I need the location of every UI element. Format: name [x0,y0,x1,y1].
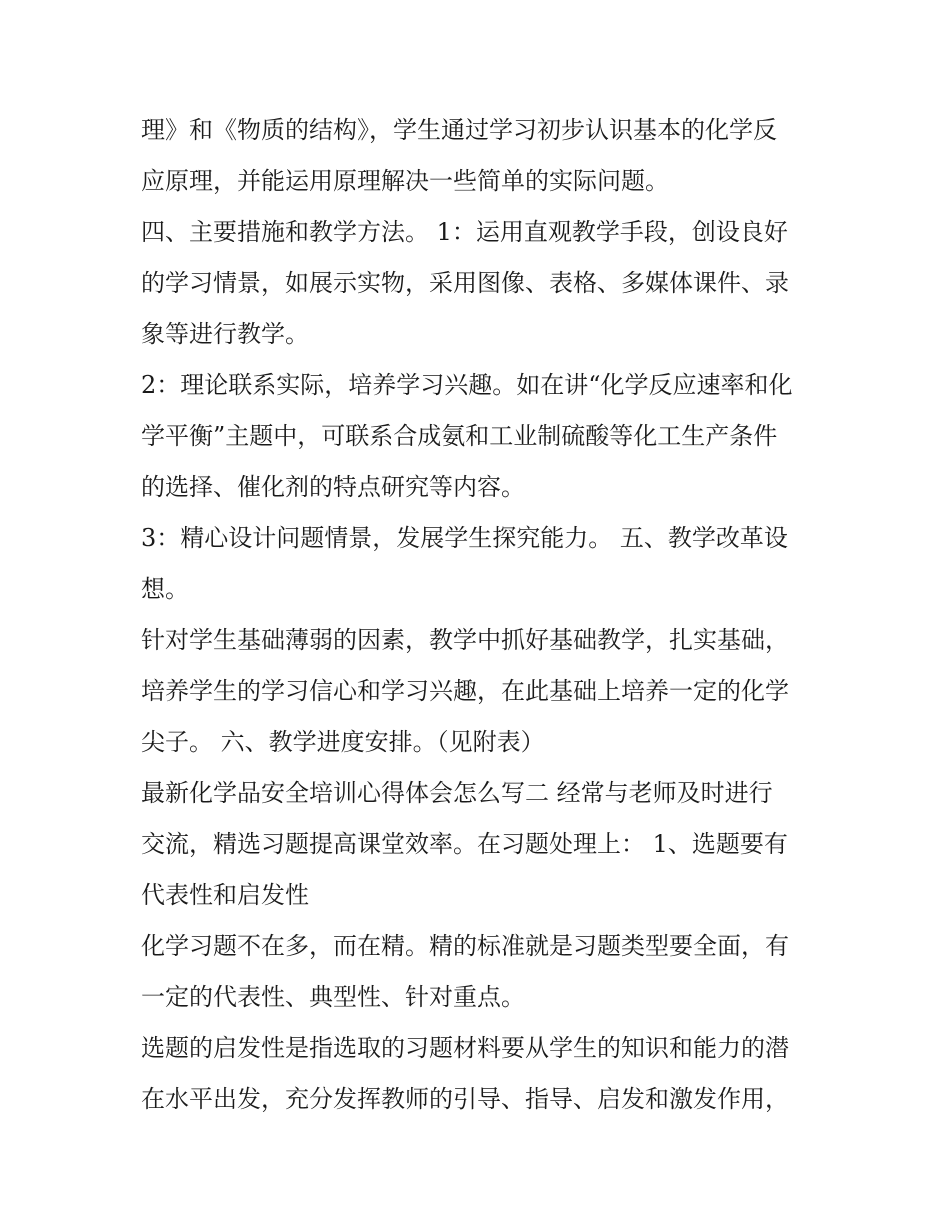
text-line: 理》和《物质的结构》，学生通过学习初步认识基本的化学反 [141,116,777,144]
text-line: 针对学生基础薄弱的因素，教学中抓好基础教学，扎实基础， [141,626,789,654]
text-line: 选题的启发性是指选取的习题材料要从学生的知识和能力的潜 [141,1034,789,1062]
text-line: 化学习题不在多，而在精。精的标准就是习题类型要全面，有 [141,932,789,960]
text-line: 在水平出发，充分发挥教师的引导、指导、启发和激发作用， [141,1085,789,1113]
text-line: 四、主要措施和教学方法。 1：运用直观教学手段，创设良好 [141,218,788,246]
text-line: 象等进行教学。 [141,320,309,348]
text-line: 最新化学品安全培训心得体会怎么写二 经常与老师及时进行 [141,779,773,807]
text-line: 想。 [141,575,189,603]
text-line: 3：精心设计问题情景，发展学生探究能力。 五、教学改革设 [141,524,788,552]
text-line: 学平衡”主题中，可联系合成氨和工业制硫酸等化工生产条件 [141,422,778,450]
document-body [141,105,821,1125]
text-line: 培养学生的学习信心和学习兴趣，在此基础上培养一定的化学 [141,677,789,705]
text-line: 尖子。 六、教学进度安排。（见附表） [141,728,545,756]
text-line: 代表性和启发性 [141,881,309,909]
text-line: 应原理，并能运用原理解决一些简单的实际问题。 [141,167,669,195]
text-line: 一定的代表性、典型性、针对重点。 [141,983,525,1011]
text-line: 交流，精选习题提高课堂效率。在习题处理上： 1、选题要有 [141,830,788,858]
text-line: 2：理论联系实际，培养学习兴趣。如在讲“化学反应速率和化 [141,371,793,399]
text-line: 的选择、催化剂的特点研究等内容。 [141,473,525,501]
text-line: 的学习情景，如展示实物，采用图像、表格、多媒体课件、录 [141,269,789,297]
